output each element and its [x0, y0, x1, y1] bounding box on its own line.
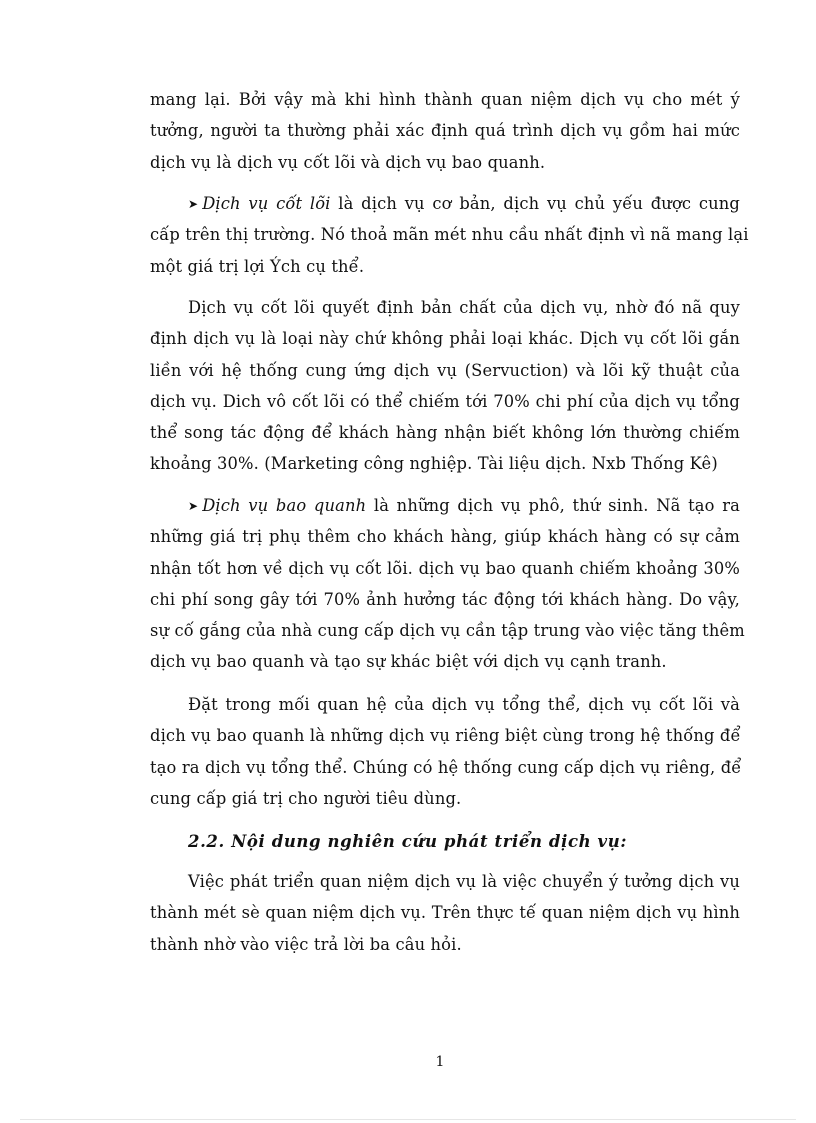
- text-run: là những dịch vụ phô, thứ sinh. Nã tạo ra: [366, 496, 740, 515]
- paragraph-core-detail: [150, 292, 740, 480]
- paragraph-core-service: [150, 188, 749, 282]
- bullet-line: [150, 188, 740, 219]
- paragraph-intro: [150, 84, 740, 178]
- text-line: thành nhờ vào việc trả lời ba câu hỏi.: [150, 934, 462, 954]
- paragraph-total-service: [150, 689, 740, 814]
- text-line: những giá trị phụ thêm cho khách hàng, giúp khách hàng có sự cảm: [150, 527, 740, 547]
- text-line: mang lại. Bởi vậy mà khi hình thành quan niệm dịch vụ cho mét ý: [150, 90, 740, 109]
- section-heading: 2.2. Nội dung nghiên cứu phát triển dịch vụ:: [188, 832, 628, 851]
- paragraph-closing: [150, 866, 740, 960]
- text-line: Dịch vụ cốt lõi quyết định bản chất của dịch vụ, nhờ đó nã quy: [188, 298, 740, 317]
- text-line: một giá trị lợi Ých cụ thể.: [150, 256, 365, 276]
- text-line: chi phí song gây tới 70% ảnh hưởng tác động tới khách hàng. Do vậy,: [150, 589, 740, 609]
- text-line: dịch vụ bao quanh là những dịch vụ riêng biệt cùng trong hệ thống để: [150, 726, 741, 746]
- text-line: Đặt trong mối quan hệ của dịch vụ tổng thể, dịch vụ cốt lõi và: [188, 695, 740, 714]
- arrow-bullet-icon: ➤: [188, 499, 199, 513]
- text-line: cấp trên thị trường. Nó thoả mãn mét nhu cầu nhất định vì nã mang lại: [150, 225, 749, 245]
- arrow-bullet-icon: ➤: [188, 197, 199, 211]
- text-line: thành mét sè quan niệm dịch vụ. Trên thực tế quan niệm dịch vụ hình: [150, 903, 740, 923]
- text-run: là dịch vụ cơ bản, dịch vụ chủ yếu được cung: [330, 194, 740, 213]
- term-core-service: Dịch vụ cốt lõi: [202, 194, 331, 213]
- text-line: Việc phát triển quan niệm dịch vụ là việc chuyển ý tưởng dịch vụ: [188, 872, 740, 891]
- text-line: tạo ra dịch vụ tổng thể. Chúng có hệ thống cung cấp dịch vụ riêng, để: [150, 757, 742, 777]
- text-line: dịch vụ. Dich vô cốt lõi có thể chiếm tới 70% chi phí của dịch vụ tổng: [150, 391, 740, 411]
- text-line: khoảng 30%. (Marketing công nghiệp. Tài liệu dịch. Nxb Thống Kê): [150, 454, 718, 474]
- term-surrounding-service: Dịch vụ bao quanh: [202, 496, 367, 515]
- text-line: dịch vụ là dịch vụ cốt lõi và dịch vụ bao quanh.: [150, 152, 546, 172]
- text-line: định dịch vụ là loại này chứ không phải loại khác. Dịch vụ cốt lõi gắn: [150, 329, 740, 349]
- text-line: thể song tác động để khách hàng nhận biết không lớn thường chiếm: [150, 423, 740, 443]
- bullet-line: [150, 490, 740, 521]
- page-number: 1: [435, 1054, 445, 1070]
- text-line: tưởng, người ta thường phải xác định quá trình dịch vụ gồm hai mức: [150, 121, 740, 141]
- text-line: cung cấp giá trị cho người tiêu dùng.: [150, 788, 462, 808]
- text-line: sự cố gắng của nhà cung cấp dịch vụ cần tập trung vào việc tăng thêm: [150, 621, 745, 641]
- text-line: liền với hệ thống cung ứng dịch vụ (Servuction) và lõi kỹ thuật của: [150, 360, 740, 380]
- page-bottom-divider: [20, 1119, 796, 1120]
- text-line: dịch vụ bao quanh và tạo sự khác biệt với dịch vụ cạnh tranh.: [150, 652, 667, 672]
- text-line: nhận tốt hơn về dịch vụ cốt lõi. dịch vụ bao quanh chiếm khoảng 30%: [150, 558, 740, 578]
- paragraph-surrounding-service: [150, 490, 745, 678]
